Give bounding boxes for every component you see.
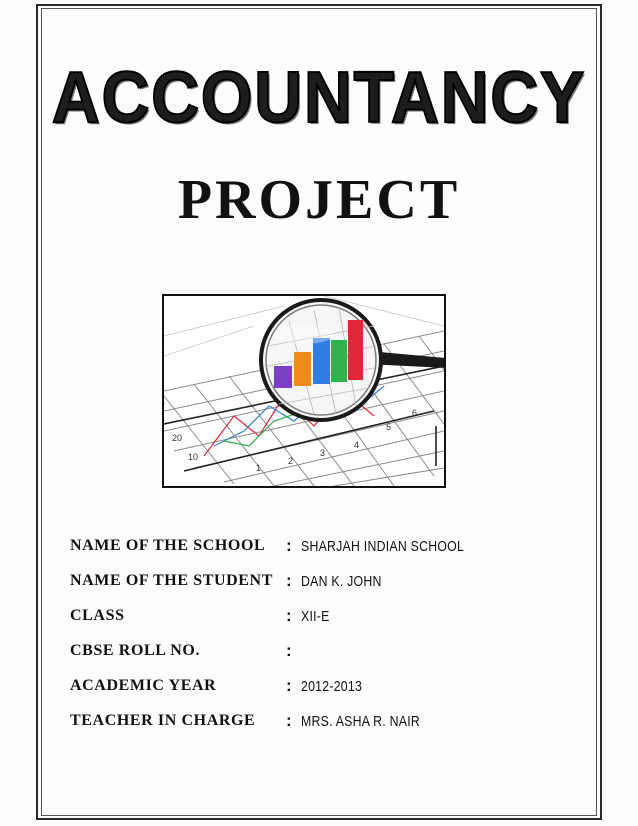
axis-label-20: 20 [172, 433, 183, 443]
chart-magnifier-illustration [162, 294, 446, 488]
axis-label-10: 10 [188, 452, 199, 462]
detail-row-roll-no: CBSE ROLL NO. : [70, 641, 292, 660]
cover-subtitle: PROJECT [177, 169, 461, 231]
detail-row-academic-year: ACADEMIC YEAR : 2012-2013 [70, 676, 363, 695]
axis-label-2: 2 [288, 456, 294, 466]
bar-green [331, 340, 347, 382]
detail-row-school: NAME OF THE SCHOOL : SHARJAH INDIAN SCHOOL [70, 536, 465, 555]
illustration-graphic [164, 296, 444, 486]
detail-row-teacher: TEACHER IN CHARGE : MRS. ASHA R. NAIR [70, 711, 421, 730]
bar-purple [274, 366, 292, 388]
axis-label-1: 1 [256, 463, 262, 473]
axis-label-3: 3 [320, 448, 326, 458]
detail-label: NAME OF THE STUDENT [70, 572, 273, 589]
detail-label: NAME OF THE SCHOOL [70, 537, 266, 554]
detail-value: SHARJAH INDIAN SCHOOL [301, 538, 465, 555]
detail-label: ACADEMIC YEAR [70, 677, 217, 694]
detail-label: CLASS [70, 607, 125, 624]
bar-blue [313, 338, 330, 384]
axis-label-4: 4 [354, 440, 360, 450]
detail-value: XII-E [301, 608, 330, 625]
detail-value: 2012-2013 [301, 678, 363, 695]
cover-title: ACCOUNTANCY [51, 58, 587, 138]
bar-red [348, 320, 363, 380]
detail-value: MRS. ASHA R. NAIR [301, 713, 421, 730]
detail-value: DAN K. JOHN [301, 573, 382, 590]
detail-row-student: NAME OF THE STUDENT : DAN K. JOHN [70, 571, 382, 590]
bar-orange [294, 352, 311, 386]
axis-label-6: 6 [412, 408, 418, 418]
detail-row-class: CLASS : XII-E [70, 606, 330, 625]
detail-label: TEACHER IN CHARGE [70, 712, 256, 729]
axis-label-5: 5 [386, 422, 392, 432]
detail-label: CBSE ROLL NO. [70, 642, 201, 659]
project-details [70, 537, 590, 747]
